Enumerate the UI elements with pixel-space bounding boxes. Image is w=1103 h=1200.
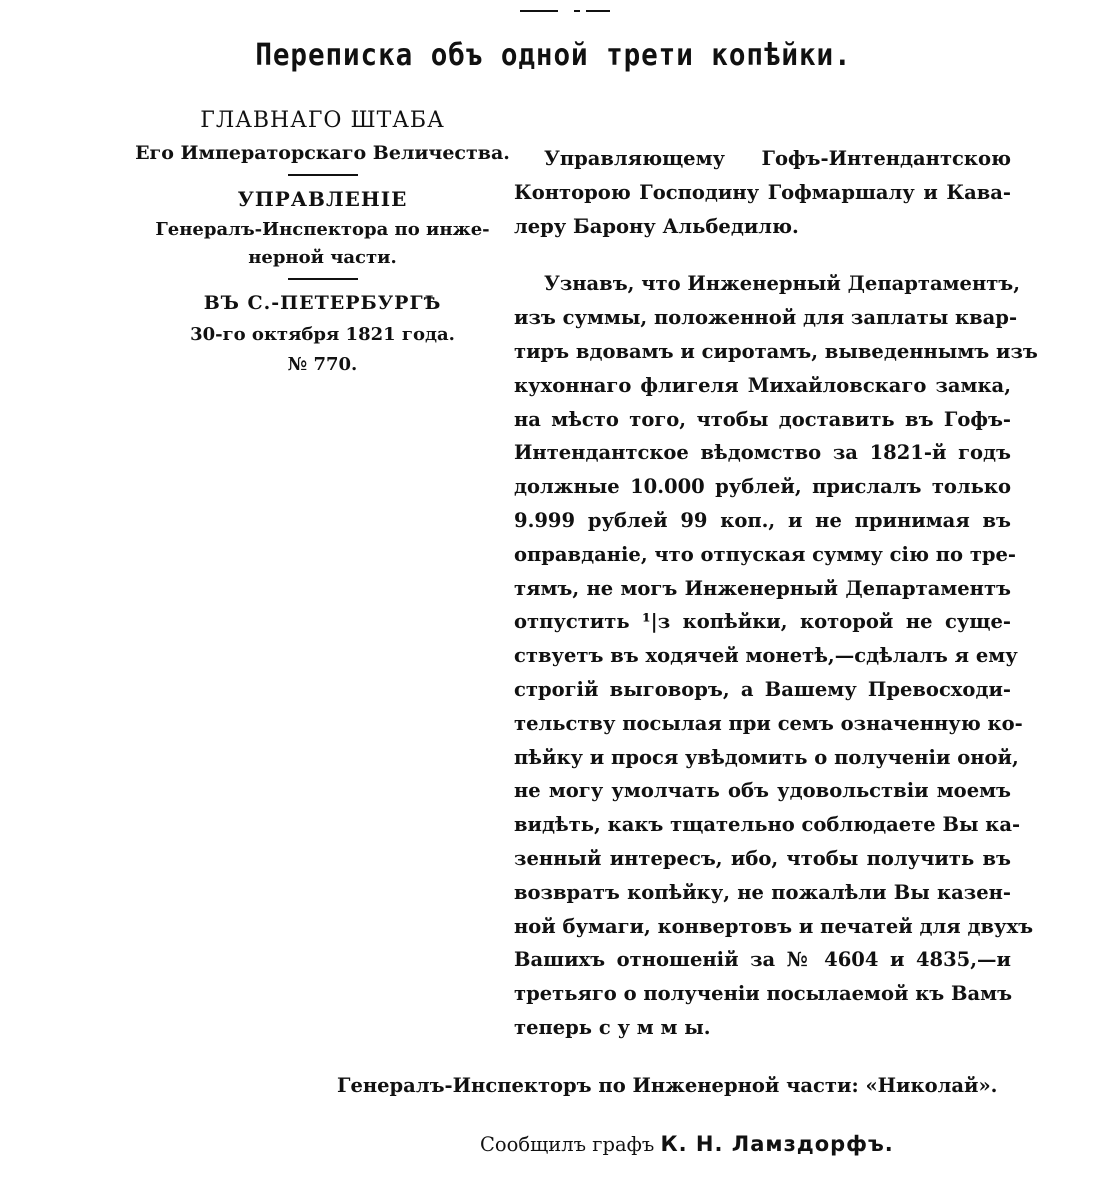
body-line: не могу умолчать объ удовольствіи моемъ bbox=[514, 779, 1011, 803]
body-line: 9.999 рублей 99 коп., и не принимая въ bbox=[514, 508, 1011, 532]
signature-line: Генералъ-Инспекторъ по Инженерной части: «Николай». bbox=[337, 1074, 998, 1097]
letterhead-date: 30-го октября 1821 года. bbox=[190, 324, 455, 345]
ornament-dot bbox=[574, 10, 580, 12]
body-line: ствуетъ въ ходячей монетѣ,—сдѣлалъ я ему bbox=[514, 644, 1018, 668]
body-line: на мѣсто того, чтобы доставить въ Гофъ- bbox=[514, 407, 1011, 431]
body-line: зенный интересъ, ибо, чтобы получить въ bbox=[514, 846, 1011, 870]
body-line: видѣть, какъ тщательно соблюдаете Вы ка- bbox=[514, 813, 1021, 837]
credit-name: К. Н. Ламздорфъ. bbox=[660, 1132, 894, 1156]
ornament-dash-left bbox=[520, 10, 558, 12]
address-line: Управляющему Гофъ-Интендантскою bbox=[544, 147, 1011, 170]
letterhead-office: ГЛАВНАГО ШТАБА bbox=[200, 108, 445, 133]
page-title: Переписка объ одной трети копѣйки. bbox=[255, 38, 852, 73]
top-ornament bbox=[520, 4, 610, 14]
body-line: отпустить ¹|з копѣйки, которой не суще- bbox=[514, 610, 1011, 634]
body-line: Вашихъ отношеній за № 4604 и 4835,—и bbox=[514, 948, 1011, 972]
divider-rule bbox=[288, 174, 358, 176]
letterhead-place: ВЪ С.-ПЕТЕРБУРГѢ bbox=[203, 292, 442, 314]
body-line: изъ суммы, положенной для заплаты квар- bbox=[514, 306, 1018, 330]
credit-line bbox=[480, 1132, 894, 1156]
body-line: кухоннаго флигеля Михайловскаго замка, bbox=[514, 373, 1011, 397]
letter-body bbox=[514, 142, 1038, 1045]
address-line: Конторою Господину Гофмаршалу и Кава- bbox=[514, 180, 1011, 204]
body-line: строгій выговоръ, а Вашему Превосходи- bbox=[514, 677, 1011, 701]
credit-prefix: Сообщилъ графъ bbox=[480, 1133, 655, 1156]
body-line: возвратъ копѣйку, не пожалѣли Вы казен- bbox=[514, 880, 1011, 904]
body-line: тельству посылая при семъ означенную ко- bbox=[514, 711, 1023, 735]
body-line: третьяго о полученіи посылаемой къ Вамъ bbox=[514, 982, 1013, 1006]
letterhead-department: УПРАВЛЕНІЕ bbox=[237, 187, 408, 211]
body-line: должные 10.000 рублей, прислалъ только bbox=[514, 475, 1011, 499]
body-line: ной бумаги, конвертовъ и печатей для двухъ bbox=[514, 914, 1034, 938]
letterhead-majesty: Его Императорскаго Величества. bbox=[135, 142, 510, 164]
address-line: леру Барону Альбедилю. bbox=[514, 214, 799, 238]
body-line: Узнавъ, что Инженерный Департаментъ, bbox=[544, 272, 1021, 296]
body-line: тямъ, не могъ Инженерный Департаментъ bbox=[514, 576, 1011, 600]
letterhead bbox=[130, 104, 515, 380]
letterhead-dept-line: Генералъ-Инспектора по инже- bbox=[155, 219, 490, 240]
body-line: тиръ вдовамъ и сиротамъ, выведеннымъ изъ bbox=[514, 339, 1038, 363]
body-line: Интендантское вѣдомство за 1821-й годъ bbox=[514, 441, 1011, 465]
ornament-dash-right bbox=[586, 10, 610, 12]
paragraph-gap bbox=[514, 243, 1011, 267]
letterhead-dept-line: нерной части. bbox=[248, 247, 397, 268]
body-line: пѣйку и прося увѣдомить о полученіи оной, bbox=[514, 745, 1019, 769]
divider-rule bbox=[288, 278, 358, 280]
body-line: оправданіе, что отпуская сумму сію по тре- bbox=[514, 542, 1017, 566]
letterhead-number: № 770. bbox=[287, 354, 358, 375]
body-line: теперь с у м м ы. bbox=[514, 1015, 711, 1039]
